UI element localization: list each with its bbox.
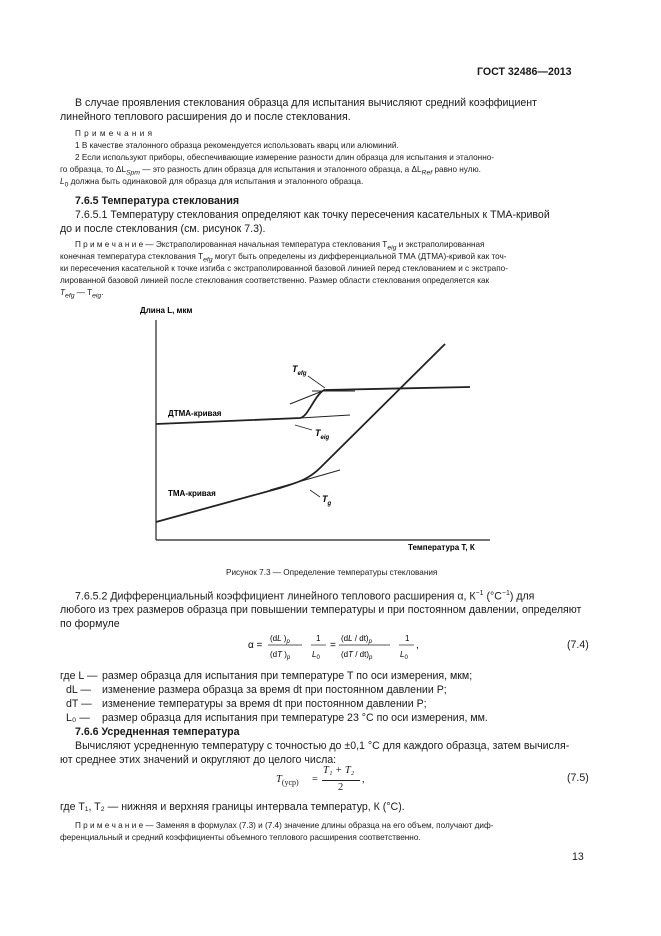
svg-text:L0: $L_0$: [312, 650, 320, 661]
note-2-line-2: го образца, то $\Delta L_{Spm}$ — это разность длин образца для испытания и эталонного образца, а $\Delta L_{Ref}$ равно нулю.: [60, 165, 481, 177]
where-3-text: изменение температуры за время dt при постоянном давлении P;: [102, 698, 427, 710]
t-efg-leader: [308, 376, 325, 388]
tma-label: ТМА-кривая: [168, 489, 216, 498]
p7652-line-2: любого из трех размеров образца при повышении температуры и при постоянном давлении, определяют: [60, 604, 582, 616]
eq75-denominator: 2: [338, 782, 344, 793]
section-765-heading: 7.6.5 Температура стеклования: [75, 195, 240, 207]
svg-text:=: =: [330, 640, 336, 651]
note-7651-line-5: $T_{efg}$ — $T_{eig}$.: [60, 288, 104, 300]
where-t1-t2: где T₁, T₂ — нижняя и верхняя границы интервала температур, К (°С).: [60, 801, 405, 813]
note-1: 1 В качестве эталонного образца рекомендуется использовать кварц или алюминий.: [75, 141, 399, 150]
note-7651-line-3: ки пересечения касательной к точке изгиба с экстраполированной базовой линией перед стеклованием и с экстрапо-: [60, 264, 508, 273]
where-3-sym: dT —: [66, 698, 92, 710]
equation-7-4-number: (7.4): [567, 639, 589, 651]
t-efg-label: $T_{efg}$: [292, 364, 307, 377]
eq75-numerator: T₁ + T₂: [323, 765, 355, 776]
note-final-line-2: ференциальный и средний коэффициенты объемного теплового расширения соответственно.: [60, 833, 421, 842]
note-7651-line-4: лированной базовой линией после стеклования соответственно. Размер области стеклования определяется как: [60, 276, 490, 285]
equation-7-4: [248, 628, 448, 664]
p766-line-1: Вычисляют усредненную температуру с точностью до ±0,1 °С для каждого образца, затем вычисля-: [75, 740, 570, 752]
equation-7-5: [276, 765, 426, 796]
intro-line-2: линейного теплового расширения до и после стеклования.: [60, 111, 351, 123]
note-2-line-1: 2 Если используют приборы, обеспечивающие измерение разности длин образца для испытания и эталонно-: [75, 153, 495, 162]
where-4-text: размер образца для испытания при температуре 23 °С по оси измерения, мм.: [102, 712, 488, 724]
eq75-lhs: $T_{(уср)}$: [276, 774, 299, 788]
svg-text:1: 1: [405, 634, 410, 643]
note-7651-line-2: конечная температура стеклования $T_{efg}$ могут быть определены из дифференциальной ТМА (ДТМА)-кривой как точ-: [60, 252, 507, 264]
x-axis-label: Температура T, К: [408, 543, 475, 552]
dtma-tangent: [290, 390, 325, 404]
eq75-comma: ,: [362, 774, 365, 785]
y-axis-label: Длина L, мкм: [140, 306, 193, 315]
p7652-line-3: по формуле: [60, 618, 120, 630]
equation-7-5-number: (7.5): [567, 772, 589, 784]
p766-line-2: ют среднее этих значений и округляют до целого числа:: [60, 754, 337, 766]
where-1-text: размер образца для испытания при температуре T по оси измерения, мкм;: [102, 670, 473, 682]
note-final-line-1: П р и м е ч а н и е — Заменяя в формулах (7.3) и (7.4) значение длины образца на его объем, получают диф-: [75, 821, 494, 830]
note-2-line-3: $L_0$ должна быть одинаковой для образца для испытания и эталонного образца.: [60, 177, 364, 189]
tma-baseline-extension: [270, 470, 340, 490]
where-4-sym: L₀ —: [66, 712, 90, 724]
p7652-line-1: 7.6.5.2 Дифференциальный коэффициент линейного теплового расширения α, $К^{-1}$ $(^\circ С^{-1})$ для: [75, 590, 535, 603]
section-766-heading: 7.6.6 Усредненная температура: [75, 726, 240, 738]
svg-text:,: ,: [416, 640, 419, 651]
svg-text:L0: $L_0$: [400, 650, 408, 661]
where-2-text: изменение размера образца за время dt при постоянном давлении P;: [102, 684, 447, 696]
figure-caption: Рисунок 7.3 — Определение температуры стеклования: [226, 568, 438, 577]
note-7651-line-1: П р и м е ч а н и е — Экстраполированная начальная температура стеклования $T_{eig}$ и экстраполированная: [75, 240, 485, 252]
t-eig-label: $T_{eig}$: [315, 428, 330, 441]
svg-text:(dL )p: (dL )$_p$: [270, 634, 290, 645]
intro-line-1: В случае проявления стеклования образца для испытания вычисляют средний коэффициент: [75, 97, 538, 109]
svg-text:(dT )p: (dT )$_p$: [270, 650, 291, 661]
standard-number: ГОСТ 32486—2013: [477, 66, 572, 78]
t-eig-leader: [295, 425, 312, 430]
where-2-sym: dL —: [66, 684, 91, 696]
dtma-baseline-extension: [300, 415, 350, 418]
dtma-label: ДТМА-кривая: [168, 409, 222, 418]
svg-text:(dL / dt)p: $(dL / dt)_p$: [341, 634, 372, 645]
where-1-sym: где L —: [60, 670, 98, 682]
eq75-fraction-bar: [322, 780, 360, 781]
t-g-leader: [310, 490, 320, 497]
p7651-line-1: 7.6.5.1 Температуру стеклования определяют как точку пересечения касательных к ТМА-кривой: [75, 209, 550, 221]
t-g-label: $T_g$: [322, 494, 332, 507]
p7651-line-2: до и после стеклования (см. рисунок 7.3).: [60, 223, 266, 235]
svg-text:(dT / dt)p: $(dT / dt)_p$: [341, 650, 373, 661]
dtma-curve: [156, 387, 470, 424]
svg-text:α =: α =: [248, 640, 263, 651]
figure-7-3: [140, 300, 500, 560]
svg-text:1: 1: [316, 634, 321, 643]
notes-heading: П р и м е ч а н и я: [75, 129, 153, 138]
page-number: 13: [572, 851, 584, 863]
eq75-equals: =: [312, 774, 318, 785]
